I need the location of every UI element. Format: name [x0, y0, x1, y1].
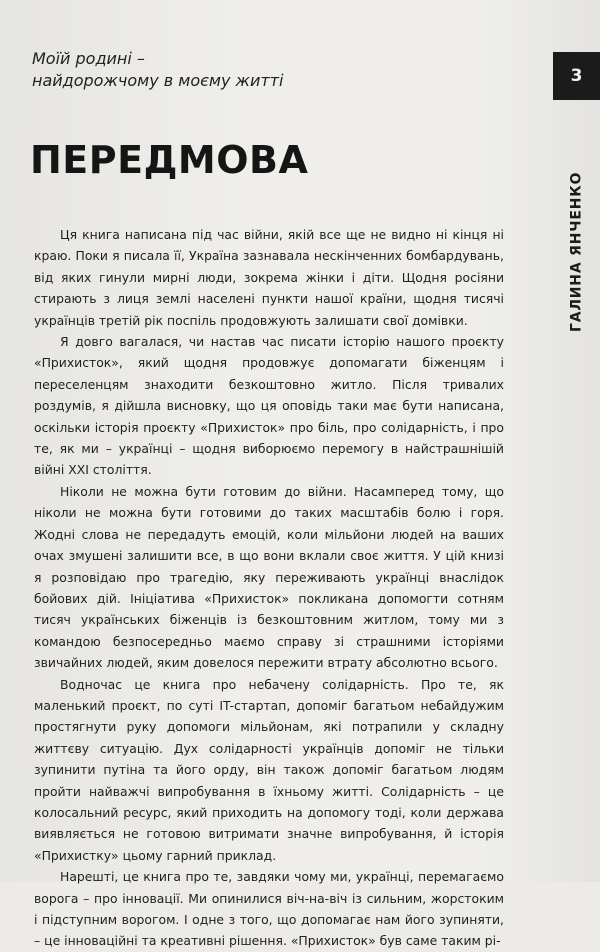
paragraph: Я довго вагалася, чи настав час писати історію нашого проєкту «Прихисток», який щодня продовжує допомагати біженцям і переселенцям знаходити безкоштовно житло. Після тривалих роздумів, я дійшла висновку, що ця оповідь таки має бути написана, оскільки історія проєкту «Прихисток» про біль, про солідарність, і про те, як ми – українці – щодня виборюємо перемогу в найстрашнішій війні XXI століття.	[34, 334, 504, 478]
dedication-line-2: найдорожчому в моєму житті	[32, 71, 284, 90]
page-number: 3	[553, 52, 600, 100]
dedication	[32, 48, 283, 92]
body-text	[34, 224, 504, 952]
author-name: ГАЛИНА ЯНЧЕНКО	[568, 171, 585, 332]
paragraph: Ніколи не можна бути готовим до війни. Насамперед тому, що ніколи не можна бути готовими до таких масштабів болю і горя. Жодні слова не передадуть емоцій, коли мільйони людей на ваших очах змушені залишити все, в що вони вклали своє життя. У цій книзі я розповідаю про трагедію, яку переживають українці внаслідок бойових дій. Ініціатива «Прихисток» покликана допомогти сотням тисяч українських біженців із безкоштовним житлом, тому ми з командою безпосередньо маємо справу зі страшними історіями звичайних людей, яким довелося пережити втрату абсолютно всього.	[34, 483, 504, 671]
paragraph: Водночас це книга про небачену солідарність. Про те, як маленький проєкт, по суті IT-стартап, допоміг багатьом небайдужим простягнути руку допомоги мільйонам, які потрапили у складну життєву ситуацію. Дух солідарності українців допоміг не тільки зупинити путіна та його орду, він також допоміг багатьом людям пройти найважчі випробування в їхньому житті. Солідарність – це колосальний ресурс, який приходить на допомогу тоді, коли держава виявляється не готовою витримати значне випробування, й історія «Прихистку» цьому гарний приклад.	[34, 676, 504, 863]
paragraph: Нарешті, це книга про те, завдяки чому ми, українці, перемагаємо ворога – про інновації. Ми опинилися віч-на-віч із сильним, жорстоким і підступним ворогом. І одне з того, що допомагає нам його зупиняти, – це інноваційні та креативні рішення. «Прихисток» був саме таким рі-	[34, 869, 504, 949]
side-tab	[553, 52, 600, 882]
page-title: ПЕРЕДМОВА	[30, 138, 309, 182]
dedication-line-1: Моїй родині –	[32, 49, 145, 68]
paragraph: Ця книга написана під час війни, якій все ще не видно ні кінця ні краю. Поки я писала її, Україна зазнавала нескінченних бомбардувань, від яких гинули мирні люди, зокрема жінки і діти. Щодня росіяни стирають з лиця землі населені пункти нашої країни, щодня тисячі українців третій рік поспіль продовжують залишати свої домівки.	[34, 227, 504, 328]
